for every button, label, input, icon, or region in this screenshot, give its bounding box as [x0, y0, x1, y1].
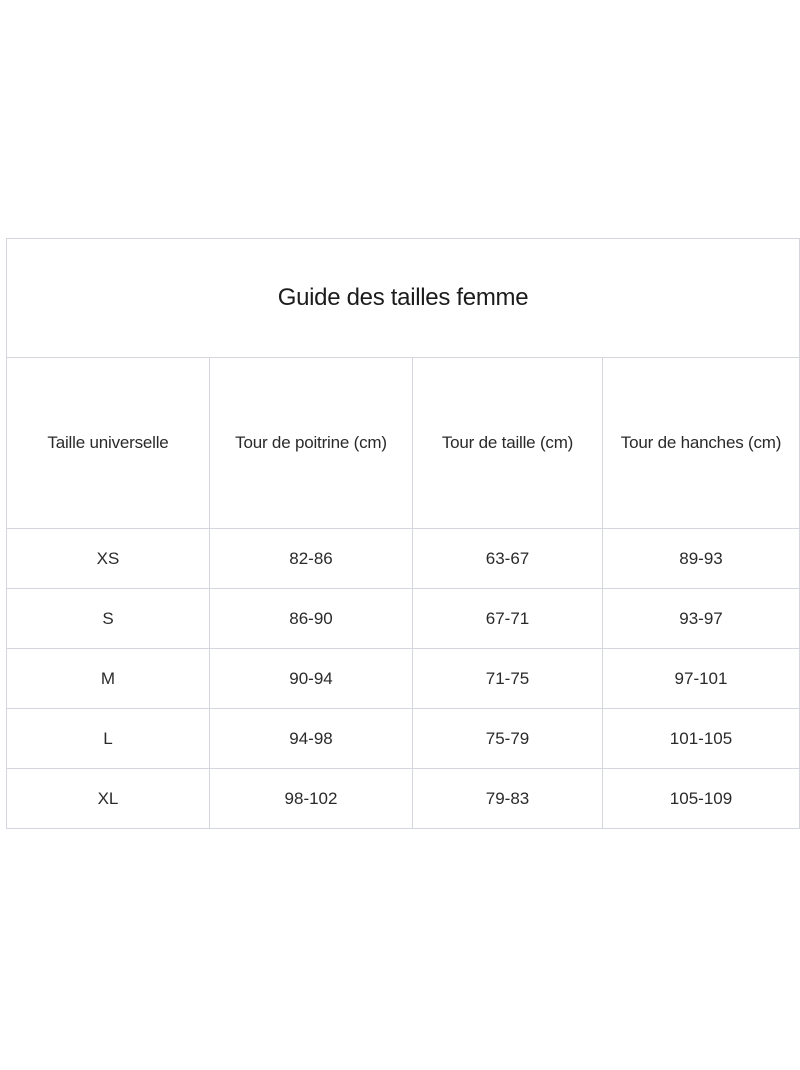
size-cell: XS — [7, 529, 210, 589]
chest-cell: 90-94 — [210, 649, 413, 709]
waist-cell: 71-75 — [413, 649, 603, 709]
table-row — [7, 589, 800, 649]
waist-cell: 63-67 — [413, 529, 603, 589]
hips-cell: 89-93 — [603, 529, 800, 589]
title-row — [7, 239, 800, 358]
header-row — [7, 358, 800, 529]
hips-cell: 93-97 — [603, 589, 800, 649]
table-row — [7, 709, 800, 769]
hips-cell: 101-105 — [603, 709, 800, 769]
hips-cell: 97-101 — [603, 649, 800, 709]
size-cell: L — [7, 709, 210, 769]
hips-cell: 105-109 — [603, 769, 800, 829]
table-row — [7, 649, 800, 709]
table-row — [7, 769, 800, 829]
waist-cell: 75-79 — [413, 709, 603, 769]
size-guide-table — [6, 238, 800, 829]
waist-cell: 79-83 — [413, 769, 603, 829]
header-hips: Tour de hanches (cm) — [603, 358, 800, 529]
size-cell: M — [7, 649, 210, 709]
chest-cell: 98-102 — [210, 769, 413, 829]
header-waist: Tour de taille (cm) — [413, 358, 603, 529]
table-row — [7, 529, 800, 589]
chest-cell: 82-86 — [210, 529, 413, 589]
waist-cell: 67-71 — [413, 589, 603, 649]
size-cell: XL — [7, 769, 210, 829]
chest-cell: 94-98 — [210, 709, 413, 769]
size-cell: S — [7, 589, 210, 649]
header-chest: Tour de poitrine (cm) — [210, 358, 413, 529]
chest-cell: 86-90 — [210, 589, 413, 649]
header-universal-size: Taille universelle — [7, 358, 210, 529]
table-title: Guide des tailles femme — [7, 239, 800, 358]
